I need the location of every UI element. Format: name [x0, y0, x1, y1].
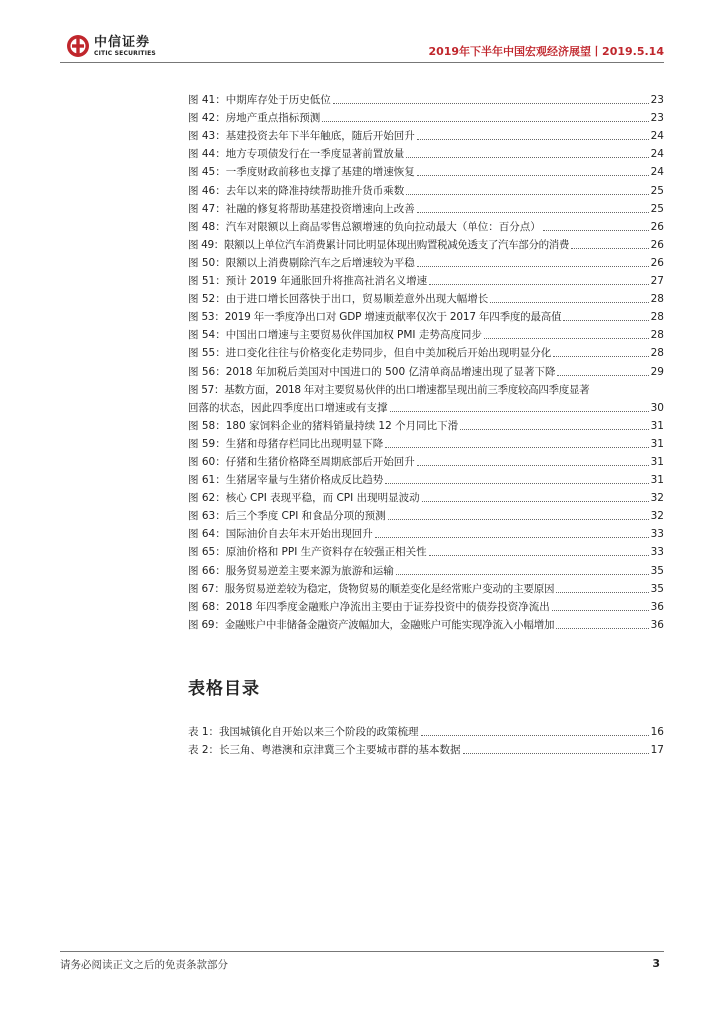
toc-entry-page: 33 [650, 546, 664, 559]
toc-entry-label: 图 55：进口变化往往与价格变化走势同步，但自中美加税后开始出现明显分化 [188, 347, 552, 360]
company-logo [66, 34, 156, 58]
toc-entry-label: 回落的状态，因此四季度出口增速或有支撑 [188, 401, 388, 414]
toc-entry-page: 31 [650, 437, 664, 450]
toc-leader-dots [417, 266, 649, 267]
toc-entry[interactable] [188, 270, 664, 288]
toc-entry-page: 28 [650, 311, 664, 324]
toc-entry-label: 图 41：中期库存处于历史低位 [188, 94, 331, 107]
toc-leader-dots [422, 501, 649, 502]
toc-entry-page: 26 [650, 238, 664, 251]
toc-entry-page: 30 [650, 401, 664, 414]
toc-entry[interactable] [188, 234, 664, 252]
toc-leader-dots [388, 519, 649, 520]
header-divider [60, 62, 664, 63]
toc-leader-dots [322, 121, 648, 122]
toc-leader-dots [375, 537, 649, 538]
toc-entry[interactable] [188, 523, 664, 541]
logo-english-name: CITIC SECURITIES [94, 49, 156, 57]
toc-leader-dots [460, 429, 649, 430]
toc-entry-label: 图 57：基数方面，2018 年对主要贸易伙伴的出口增速都呈现出前三季度较高四季度显著 [188, 383, 590, 396]
toc-entry[interactable] [188, 125, 664, 143]
toc-entry-page: 28 [650, 329, 664, 342]
toc-entry[interactable] [188, 161, 664, 179]
toc-leader-dots [406, 157, 648, 158]
toc-entry-page: 31 [650, 474, 664, 487]
toc-entry-page: 17 [650, 744, 664, 757]
toc-entry-page: 27 [650, 275, 664, 288]
toc-leader-dots [417, 139, 649, 140]
toc-entry[interactable] [188, 89, 664, 107]
toc-entry-page: 28 [650, 347, 664, 360]
toc-entry-page: 36 [650, 618, 664, 631]
toc-entry-label: 图 60：仔猪和生猪价格降至周期底部后开始回升 [188, 455, 415, 468]
toc-leader-dots [396, 574, 649, 575]
toc-leader-dots [557, 375, 648, 376]
toc-entry-label: 图 49：限额以上单位汽车消费累计同比明显体现出购置税减免透支了汽车部分的消费 [188, 238, 570, 251]
toc-entry-page: 35 [650, 564, 664, 577]
toc-entry[interactable] [188, 721, 664, 739]
table-toc-list [188, 721, 664, 757]
toc-leader-dots [490, 302, 648, 303]
toc-entry-label: 图 42：房地产重点指标预测 [188, 112, 321, 125]
toc-entry-label: 图 59：生猪和母猪存栏同比出现明显下降 [188, 437, 384, 450]
toc-entry[interactable] [188, 559, 664, 577]
toc-entry-label: 图 48：汽车对限额以上商品零售总额增速的负向拉动最大（单位：百分点） [188, 220, 541, 233]
toc-leader-dots [333, 103, 649, 104]
toc-entry[interactable] [188, 252, 664, 270]
report-title: 2019年下半年中国宏观经济展望丨2019.5.14 [428, 45, 664, 58]
toc-entry[interactable] [188, 739, 664, 757]
toc-entry-label: 图 51：预计 2019 年通胀回升将推高社消名义增速 [188, 275, 428, 288]
toc-entry-label: 图 67：服务贸易逆差较为稳定，货物贸易的顺差变化是经常账户变动的主要原因 [188, 582, 555, 595]
toc-entry-label: 图 65：原油价格和 PPI 生产资料存在较强正相关性 [188, 546, 427, 559]
toc-leader-dots [571, 248, 649, 249]
toc-entry[interactable] [188, 541, 664, 559]
toc-entry-label: 图 45：一季度财政前移也支撑了基建的增速恢复 [188, 166, 415, 179]
toc-leader-dots [417, 212, 649, 213]
toc-entry-page: 26 [650, 256, 664, 269]
toc-leader-dots [552, 610, 649, 611]
toc-entry-label: 图 54：中国出口增速与主要贸易伙伴国加权 PMI 走势高度同步 [188, 329, 482, 342]
toc-entry-page: 32 [650, 510, 664, 523]
tables-section-title: 表格目录 [188, 679, 260, 699]
toc-entry[interactable] [188, 342, 664, 360]
toc-entry[interactable] [188, 415, 664, 433]
toc-entry[interactable] [188, 469, 664, 487]
toc-entry-label: 图 58：180 家饲料企业的猪料销量持续 12 个月同比下滑 [188, 419, 459, 432]
page-number: 3 [652, 957, 660, 970]
toc-entry[interactable] [188, 306, 664, 324]
toc-leader-dots [390, 411, 649, 412]
toc-leader-dots [484, 338, 649, 339]
logo-chinese-name: 中信证券 [94, 34, 151, 50]
toc-entry-page: 23 [650, 112, 664, 125]
toc-entry-label: 图 69：金融账户中非储备金融资产波幅加大，金融账户可能实现净流入小幅增加 [188, 618, 555, 631]
toc-entry-page: 23 [650, 94, 664, 107]
toc-entry-label: 图 68：2018 年四季度金融账户净流出主要由于证券投资中的债券投资净流出 [188, 600, 550, 613]
toc-entry[interactable] [188, 505, 664, 523]
toc-entry-page: 26 [650, 220, 664, 233]
toc-entry[interactable] [188, 433, 664, 451]
toc-leader-dots [463, 753, 649, 754]
toc-entry[interactable] [188, 198, 664, 216]
toc-entry-page: 25 [650, 184, 664, 197]
toc-entry[interactable] [188, 578, 664, 596]
toc-entry[interactable] [188, 596, 664, 614]
footer-divider [60, 951, 664, 952]
toc-entry-page: 24 [650, 148, 664, 161]
toc-leader-dots [421, 735, 649, 736]
toc-entry-page: 25 [650, 202, 664, 215]
toc-entry-page: 28 [650, 293, 664, 306]
toc-entry[interactable] [188, 143, 664, 161]
toc-leader-dots [553, 356, 648, 357]
toc-entry[interactable] [188, 107, 664, 125]
toc-entry[interactable] [188, 216, 664, 234]
toc-leader-dots [563, 320, 648, 321]
toc-entry[interactable] [188, 324, 664, 342]
toc-entry[interactable] [188, 451, 664, 469]
toc-entry[interactable] [188, 487, 664, 505]
toc-entry-label: 图 61：生猪屠宰量与生猪价格成反比趋势 [188, 474, 384, 487]
toc-entry-page: 32 [650, 492, 664, 505]
toc-leader-dots [385, 447, 648, 448]
toc-entry-label: 图 53：2019 年一季度净出口对 GDP 增速贡献率仅次于 2017 年四季度的最高值 [188, 311, 562, 324]
toc-leader-dots [417, 175, 649, 176]
toc-entry-page: 24 [650, 166, 664, 179]
toc-entry-page: 31 [650, 419, 664, 432]
toc-leader-dots [406, 194, 648, 195]
toc-entry-page: 36 [650, 600, 664, 613]
toc-entry[interactable] [188, 179, 664, 197]
toc-entry-page: 16 [650, 726, 664, 739]
footer-disclaimer: 请务必阅读正文之后的免责条款部分 [60, 959, 228, 971]
toc-entry-label: 表 2：长三角、粤港澳和京津冀三个主要城市群的基本数据 [188, 744, 461, 757]
toc-entry[interactable] [188, 379, 664, 397]
toc-entry[interactable] [188, 288, 664, 306]
toc-entry-page: 35 [650, 582, 664, 595]
toc-leader-dots [556, 592, 648, 593]
toc-entry-page: 24 [650, 130, 664, 143]
toc-entry[interactable] [188, 397, 664, 415]
toc-entry-label: 图 63：后三个季度 CPI 和食品分项的预测 [188, 510, 386, 523]
toc-entry-page: 29 [650, 365, 664, 378]
toc-entry-label: 图 46：去年以来的降准持续帮助推升货币乘数 [188, 184, 405, 197]
toc-leader-dots [385, 483, 648, 484]
toc-entry-label: 图 62：核心 CPI 表现平稳，而 CPI 出现明显波动 [188, 492, 420, 505]
toc-leader-dots [429, 284, 649, 285]
citic-logo-icon [66, 34, 90, 58]
toc-entry-label: 图 52：由于进口增长回落快于出口，贸易顺差意外出现大幅增长 [188, 293, 489, 306]
toc-entry-label: 图 47：社融的修复将帮助基建投资增速向上改善 [188, 202, 415, 215]
toc-entry-label: 图 43：基建投资去年下半年触底，随后开始回升 [188, 130, 415, 143]
toc-entry-label: 图 56：2018 年加税后美国对中国进口的 500 亿清单商品增速出现了显著下降 [188, 365, 556, 378]
toc-leader-dots [429, 555, 649, 556]
toc-leader-dots [417, 465, 649, 466]
toc-leader-dots [543, 230, 649, 231]
figure-toc-list [188, 89, 664, 632]
toc-entry-page: 31 [650, 455, 664, 468]
toc-entry-page: 33 [650, 528, 664, 541]
toc-entry-label: 图 50：限额以上消费剔除汽车之后增速较为平稳 [188, 256, 415, 269]
toc-entry-label: 表 1：我国城镇化自开始以来三个阶段的政策梳理 [188, 726, 419, 739]
toc-leader-dots [556, 628, 648, 629]
toc-entry-label: 图 44：地方专项债发行在一季度显著前置放量 [188, 148, 405, 161]
toc-entry[interactable] [188, 360, 664, 378]
toc-entry-label: 图 66：服务贸易逆差主要来源为旅游和运输 [188, 564, 394, 577]
toc-entry[interactable] [188, 614, 664, 632]
toc-entry-label: 图 64：国际油价自去年末开始出现回升 [188, 528, 373, 541]
